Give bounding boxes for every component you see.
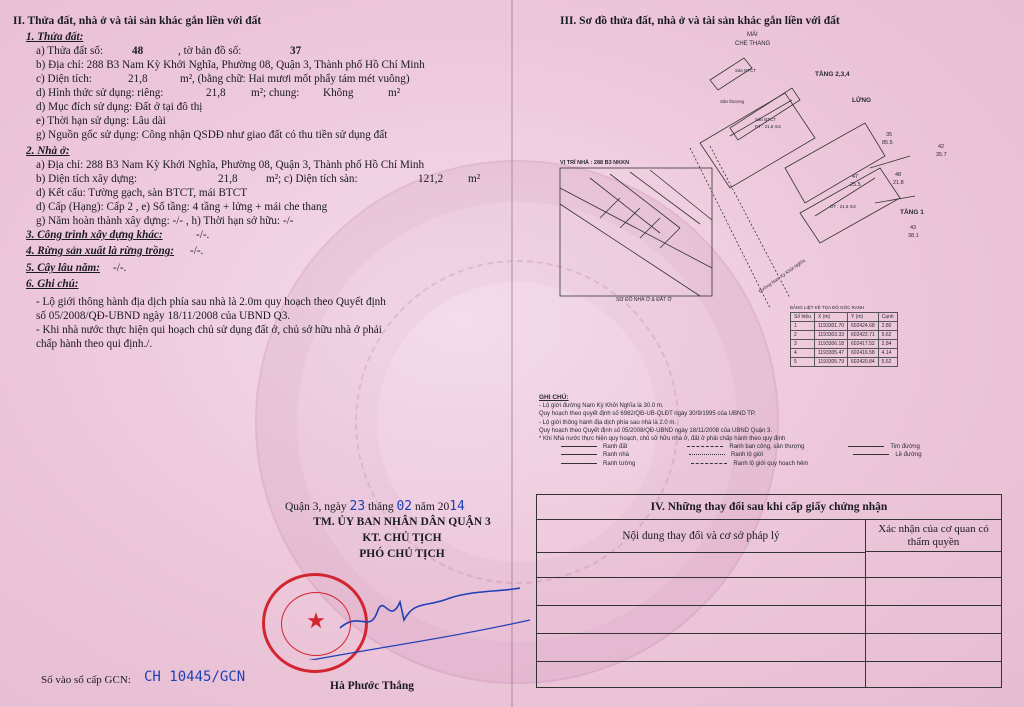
changes-title: IV. Những thay đổi sau khi cấp giấy chứng nhận — [537, 495, 1001, 520]
diag-n47b: 25.5 — [850, 182, 861, 188]
legend-label: Ranh nhà — [603, 452, 630, 459]
other-works-value: -/-. — [196, 229, 210, 241]
diag-ground: TẦNG 1 — [900, 209, 924, 216]
table-cell: 2.80 — [878, 322, 897, 331]
section-iii-title: III. Sơ đồ thửa đất, nhà ở và tài sản khác gắn liền với đất — [560, 15, 840, 27]
land-usage-common-unit: m² — [388, 87, 401, 99]
note-line: - Lộ giới đường Nam Kỳ Khởi Nghĩa là 30.0 m. — [539, 403, 664, 410]
diag-n35b: 85.5 — [882, 140, 893, 146]
table-row — [791, 340, 898, 349]
diag-n43: 43 — [910, 225, 917, 231]
signature — [300, 580, 530, 660]
table-cell: 1193305.79 — [814, 358, 847, 367]
land-usage-private: 21,8 — [206, 87, 226, 99]
diag-n43b: 38.1 — [908, 233, 919, 239]
table-row — [791, 322, 898, 331]
site-plan-diagram — [530, 28, 970, 308]
table-cell: 2.84 — [878, 340, 897, 349]
diag-road: Đường Nam Kỳ Khởi Nghĩa — [757, 257, 806, 294]
note-line: Quy hoạch theo Quyết định số 05/2008/QĐ-UBND ngày 18/11/2008 của UBND Quận 3. — [539, 427, 773, 434]
land-area-value: 21,8 — [128, 73, 148, 85]
table-cell: 1193303.33 — [814, 331, 847, 340]
coord-table-title: BẢNG LIỆT KÊ TỌA ĐỘ GÓC RANH — [790, 305, 865, 310]
house-structure: d) Kết cấu: Tường gạch, sàn BTCT, mái BTCT — [36, 187, 248, 199]
diag-area-1: DT : 21,8 m2 — [755, 124, 781, 129]
gcn-number: CH 10445/GCN — [144, 669, 246, 685]
other-works-label: 3. Công trình xây dựng khác: — [26, 229, 163, 241]
table-row — [791, 313, 898, 322]
house-floor-area-value: 121,2 — [418, 173, 444, 185]
date-year: 14 — [449, 499, 465, 514]
diag-area-2: DT : 21,8 m2 — [830, 204, 856, 209]
star-icon: ★ — [306, 609, 326, 634]
signing-date — [285, 500, 465, 514]
land-map-label: , tờ bản đồ số: — [178, 45, 242, 57]
table-row — [791, 358, 898, 367]
house-floor-area-unit: m² — [468, 173, 481, 185]
signer-name: Hà Phước Thắng — [330, 680, 414, 692]
note-line: * Khi Nhà nước thực hiện quy hoạch, chủ sở hữu nhà ở, đất ở phải chấp hành theo quy định — [539, 436, 786, 443]
diag-btct: Sàn BTCT — [755, 117, 777, 122]
table-cell: 2 — [791, 331, 815, 340]
diag-roof: MÁI — [747, 32, 758, 38]
house-floor-area-label: m²; c) Diện tích sàn: — [266, 173, 358, 185]
land-map-number: 37 — [290, 45, 302, 57]
land-origin: g) Nguồn gốc sử dụng: Công nhận QSDĐ như giao đất có thu tiền sử dụng đất — [36, 129, 388, 141]
forest-label: 4. Rừng sản xuất là rừng trồng: — [26, 245, 175, 257]
date-month-label: tháng — [368, 501, 394, 513]
diag-floors: TẦNG 2,3,4 — [815, 71, 850, 78]
coordinate-table — [790, 312, 898, 367]
land-usage-common: Không — [323, 87, 354, 99]
land-heading: 1. Thửa đất: — [26, 31, 84, 43]
land-area-words: m², (bằng chữ: Hai mươi mốt phẩy tám mét vuông) — [180, 73, 410, 85]
diag-n48: 48 — [895, 172, 902, 178]
land-address: b) Địa chỉ: 288 B3 Nam Kỳ Khởi Nghĩa, Phường 08, Quận 3, Thành phố Hồ Chí Minh — [36, 59, 425, 71]
note-line: - Lộ giới thông hành địa dịch phía sau nhà là 2.0 m. — [539, 419, 677, 426]
table-row — [791, 349, 898, 358]
changes-table — [536, 494, 1002, 688]
legend-label: Ranh đất — [603, 444, 628, 451]
diag-n35: 35 — [886, 132, 893, 138]
notes-line: - Khi nhà nước thực hiện qui hoạch chủ sử dụng đất ở, chủ sở hữu nhà ở phải — [36, 324, 382, 336]
diag-btct-roof: Sàn BTCT — [735, 68, 757, 73]
land-duration: e) Thời hạn sử dụng: Lâu dài — [36, 115, 166, 127]
table-cell: 5.62 — [878, 331, 897, 340]
notes-line: - Lộ giới thông hành địa dịch phía sau nhà là 2.0m quy hoạch theo Quyết định — [36, 296, 386, 308]
changes-col-content: Nội dung thay đổi và cơ sở pháp lý — [537, 520, 866, 553]
notes-heading: 6. Ghi chú: — [26, 278, 79, 290]
section-ii-title: II. Thửa đất, nhà ở và tài sản khác gắn liền với đất — [13, 15, 262, 27]
legend-row — [539, 443, 1009, 451]
signing-org: TM. ỦY BAN NHÂN DÂN QUẬN 3 — [313, 516, 491, 528]
forest-value: -/-. — [190, 245, 204, 257]
land-usage-form-label: d) Hình thức sử dụng: riêng: — [36, 87, 164, 99]
legend-label: Ranh ban công, sân thượng — [729, 444, 805, 451]
changes-row-line — [537, 605, 1001, 606]
trees-label: 5. Cây lâu năm: — [26, 262, 100, 274]
signing-title: PHÓ CHỦ TỊCH — [359, 548, 445, 560]
table-cell: 4 — [791, 349, 815, 358]
land-area-label: c) Diện tích: — [36, 73, 92, 85]
gcn-label: Số vào sổ cấp GCN: — [41, 674, 131, 686]
table-cell: 602422.71 — [848, 331, 879, 340]
house-area-value: 21,8 — [218, 173, 238, 185]
date-year-label: năm 20 — [415, 501, 450, 513]
table-row — [791, 331, 898, 340]
note-line: Quy hoạch theo quyết định số 6982/QĐ-UB-QLĐT ngày 30/9/1995 của UBND TP. — [539, 411, 756, 418]
legend-label: Tim đường — [890, 444, 920, 451]
diagram-notes — [539, 394, 1009, 468]
changes-col-confirm: Xác nhận của cơ quan có thẩm quyền — [866, 520, 1001, 552]
diag-location: VỊ TRÍ NHÀ : 288 B3 NKKN — [560, 160, 630, 166]
table-cell: 5 — [791, 358, 815, 367]
house-year-ownership: g) Năm hoàn thành xây dựng: -/- , h) Thời hạn sở hữu: -/- — [36, 215, 294, 227]
diag-n42b: 35.7 — [936, 152, 947, 158]
table-cell: 602424.68 — [848, 322, 879, 331]
notes-line: chấp hành theo qui định./. — [36, 338, 153, 350]
notes-title: GHI CHÚ: — [539, 394, 569, 401]
table-header-cell: Số hiệu — [791, 313, 815, 322]
legend-label: Ranh lộ giới quy hoạch hẻm — [733, 460, 809, 467]
diag-n42: 42 — [938, 144, 945, 150]
house-address: a) Địa chỉ: 288 B3 Nam Kỳ Khởi Nghĩa, Phường 08, Quận 3, Thành phố Hồ Chí Minh — [36, 159, 425, 171]
diag-mezz: LỬNG — [852, 97, 872, 104]
diag-stair-cover: CHE THANG — [735, 41, 771, 47]
table-cell: 602417.52 — [848, 340, 879, 349]
table-cell: 602420.84 — [848, 358, 879, 367]
table-cell: 1193301.70 — [814, 322, 847, 331]
table-cell: 1193305.47 — [814, 349, 847, 358]
table-cell: 1 — [791, 322, 815, 331]
table-cell: 3 — [791, 340, 815, 349]
table-cell: 4.14 — [878, 349, 897, 358]
signing-role: KT. CHỦ TỊCH — [362, 532, 442, 544]
table-header-cell: Y (m) — [848, 313, 879, 322]
changes-row-line — [537, 661, 1001, 662]
date-month: 02 — [396, 499, 413, 514]
legend-label: Lề đường — [895, 452, 922, 459]
changes-divider — [865, 552, 866, 687]
changes-row-line — [537, 577, 1001, 578]
legend-label: Ranh lộ giới — [731, 452, 764, 459]
land-parcel-label: a) Thửa đất số: — [36, 45, 104, 57]
table-header-cell: X (m) — [814, 313, 847, 322]
land-parcel-number: 48 — [132, 45, 144, 57]
house-grade-floors: d) Cấp (Hạng): Cấp 2 , e) Số tầng: 4 tầng + lửng + mái che thang — [36, 201, 328, 213]
diag-location-note: SƠ ĐỒ NHÀ Ở & ĐẤT Ở — [616, 297, 672, 303]
date-prefix: Quận 3, ngày — [285, 501, 347, 513]
trees-value: -/-. — [113, 262, 127, 274]
table-cell: 5.62 — [878, 358, 897, 367]
table-cell: 1193306.18 — [814, 340, 847, 349]
legend-label: Ranh tường — [603, 460, 636, 467]
diag-terrace: Sân thượng — [720, 99, 744, 104]
legend-row — [539, 460, 1009, 468]
diag-n48b: 21.8 — [893, 180, 904, 186]
land-usage-common-label: m²; chung: — [251, 87, 300, 99]
house-area-label: b) Diện tích xây dựng: — [36, 173, 138, 185]
house-heading: 2. Nhà ở: — [26, 145, 70, 157]
table-cell: 602416.58 — [848, 349, 879, 358]
notes-line: số 05/2008/QĐ-UBND ngày 18/11/2008 của UBND Q3. — [36, 310, 291, 322]
diag-n47: 47 — [852, 174, 859, 180]
date-day: 23 — [349, 499, 366, 514]
changes-row-line — [537, 633, 1001, 634]
table-header-cell: Cạnh — [878, 313, 897, 322]
land-purpose: d) Mục đích sử dụng: Đất ở tại đô thị — [36, 101, 203, 113]
legend-row — [539, 451, 1009, 459]
